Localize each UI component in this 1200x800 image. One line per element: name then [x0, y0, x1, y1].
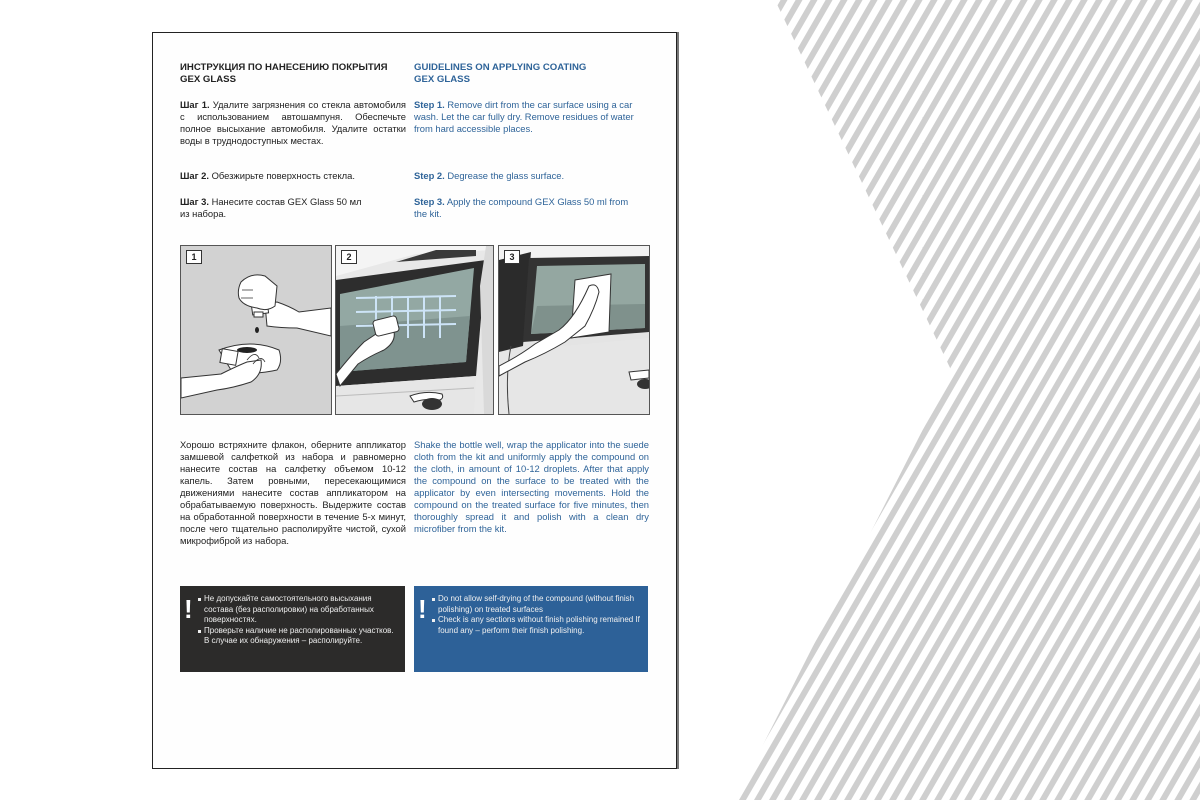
illustration-2-number: 2: [341, 250, 357, 264]
ru-title-line1: ИНСТРУКЦИЯ ПО НАНЕСЕНИЮ ПОКРЫТИЯ: [180, 62, 388, 73]
en-step-1-label: Step 1.: [414, 99, 445, 110]
en-step-3-label: Step 3.: [414, 196, 445, 207]
en-step-2-label: Step 2.: [414, 170, 445, 181]
ru-step-1-label: Шаг 1.: [180, 99, 210, 110]
exclamation-icon: !: [184, 594, 193, 624]
ru-step-1: [180, 99, 406, 147]
ru-column: [180, 62, 406, 85]
ru-step-3-text: Нанесите состав GEX Glass 50 мл из набора.: [180, 196, 362, 219]
en-step-1: [414, 99, 649, 135]
ru-step-2-label: Шаг 2.: [180, 170, 209, 181]
ru-step-3: [180, 196, 370, 220]
ru-warning-item-2: Проверьте наличие не располированных участков. В случае их обнаружения – располируйте.: [198, 626, 399, 647]
instruction-sheet: [152, 32, 677, 769]
ru-application-paragraph: Хорошо встряхните флакон, оберните аппликатор замшевой салфеткой из набора и равномерно нанесите состав на салфетку объемом 10-12 капель. Затем ровными, пересекающимися движениями нанесите состав аппликатором на обрабатываемую поверхность. Выдержите состав на обработанной поверхности в течение 5-х минут, после чего тщательно располируйте чистой, сухой микрофиброй из набора.: [180, 439, 406, 546]
exclamation-icon: !: [418, 594, 427, 624]
hand-bottle-applicator-icon: [181, 246, 331, 414]
en-step-1-text: Remove dirt from the car surface using a car wash. Let the car fully dry. Remove residues of water from hard accessible places.: [414, 99, 634, 134]
en-title-line1: GUIDELINES ON APPLYING COATING: [414, 62, 587, 73]
en-warning-item-1: Do not allow self-drying of the compound (without finish polishing) on treated surfaces: [432, 594, 642, 615]
ru-warning-item-1: Не допускайте самостоятельного высыхания состава (без располировки) на обработанных поверхностях.: [198, 594, 399, 626]
en-warning-list: [432, 594, 642, 636]
en-step-2-text: Degrease the glass surface.: [444, 170, 565, 181]
illustration-3-number: 3: [504, 250, 520, 264]
ru-warning-note: [180, 586, 405, 672]
illustration-1-number: 1: [186, 250, 202, 264]
en-step-2: [414, 170, 649, 182]
ru-title-line2: GEX GLASS: [180, 73, 236, 85]
en-application-paragraph: Shake the bottle well, wrap the applicator into the suede cloth from the kit and uniformly apply the compound on the cloth, in amount of 10-12 droplets. After that apply the compound on the surface to be treated with the applicator by even intersecting movements. Hold the compound on the treated surface for five minutes, then thoroughly spread it and polish with a clean dry microfiber from the kit.: [414, 439, 649, 534]
en-column: [414, 62, 649, 85]
ru-step-3-label: Шаг 3.: [180, 196, 209, 207]
en-step-3: [414, 196, 642, 220]
illustration-1-apply-drops: [180, 245, 332, 415]
ru-step-1-text: Удалите загрязнения со стекла автомобиля с использованием автошампуня. Обеспечьте полное высыхание автомобиля. Удалите остатки воды в труднодоступных местах.: [180, 99, 406, 146]
en-title-line2: GEX GLASS: [414, 73, 470, 85]
en-warning-note: [414, 586, 648, 672]
ru-warning-list: [198, 594, 399, 647]
en-warning-item-2: Check is any sections without finish polishing remained If found any – perform their finish polishing.: [432, 615, 642, 636]
car-window-microfiber-icon: [499, 246, 649, 414]
ru-step-2: [180, 170, 406, 182]
illustration-3-polish-window: [498, 245, 650, 415]
en-step-3-text: Apply the compound GEX Glass 50 ml from the kit.: [414, 196, 629, 219]
ru-step-2-text: Обезжирьте поверхность стекла.: [208, 170, 355, 181]
car-window-applicator-icon: [336, 246, 493, 414]
illustration-2-apply-compound-window: [335, 245, 494, 415]
